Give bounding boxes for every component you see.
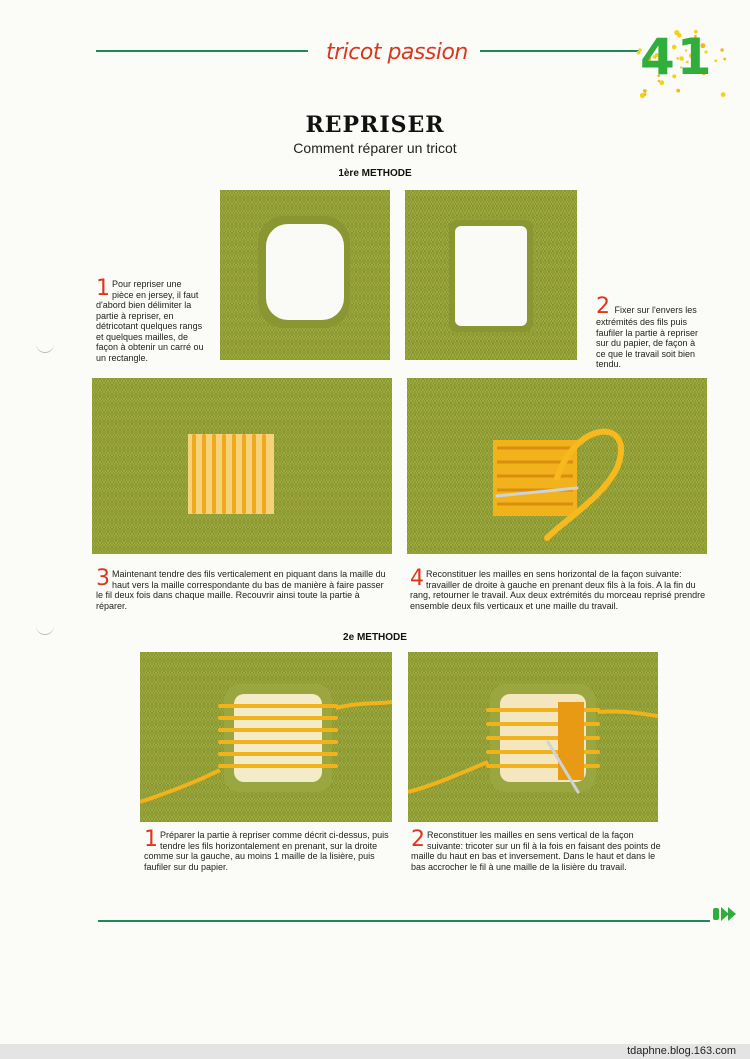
step-number: 4	[410, 566, 424, 591]
header-rule-left	[96, 50, 308, 52]
photo-horizontal-threads	[140, 652, 392, 822]
method-1-step-2	[596, 294, 706, 370]
photo-knit-hole-square	[405, 190, 577, 360]
confetti-dot	[723, 58, 726, 61]
method-2-step-2	[411, 827, 663, 872]
step-number: 2	[596, 294, 610, 319]
confetti-dot	[720, 48, 723, 51]
confetti-dot	[721, 92, 726, 97]
photo-vertical-knitting-needle	[408, 652, 658, 822]
step-text: Reconstituer les mailles en sens horizontal de la façon suivante: travailler de droite à gauche en prenant deux fils à la fois. A la fin du rang, retourner le travail. Aux deux extrémités du morceau reprisé prendre ensemble deux fils verticaux et une maille du travail.	[410, 569, 706, 611]
footer-rule	[98, 920, 710, 922]
step-text: Maintenant tendre des fils verticalement en piquant dans la maille du haut vers la maille correspondante du bas de manière à faire passer le fil deux fois dans chaque maille. Recouvrir ainsi toute la partie à réparer.	[96, 569, 386, 611]
method-1-step-3	[96, 566, 392, 611]
step-text: Pour repriser une pièce en jersey, il faut d'abord bien délimiter la partie à repriser, en détricotant quelques rangs et quelques mailles, de façon à obtenir un carré ou un rectangle.	[96, 279, 204, 363]
photo-vertical-threads	[92, 378, 392, 554]
watermark-bar	[0, 1044, 750, 1059]
confetti-dot	[676, 89, 680, 93]
watermark-text: tdaphne.blog.163.com	[627, 1045, 736, 1057]
next-page-arrow-icon[interactable]	[713, 905, 737, 923]
confetti-dot	[714, 59, 717, 62]
header-rule-right	[480, 50, 640, 52]
page-title: REPRISER	[305, 112, 445, 138]
method-2-heading: 2e METHODE	[343, 632, 407, 643]
page-number: 41	[640, 28, 714, 86]
photo-horizontal-weaving-needle	[407, 378, 707, 554]
step-text: Reconstituer les mailles en sens vertical de la façon suivante: tricoter sur un fil à la fois en faisant des points de maille du haut en bas et inversement. Dans le haut et dans le bas accrocher le fil à une maille de la lisière du travail.	[411, 830, 661, 872]
method-2-step-1	[144, 827, 394, 872]
method-1-step-4	[410, 566, 710, 611]
confetti-dot	[643, 89, 647, 93]
binder-hole-mark	[36, 340, 54, 353]
step-text: Préparer la partie à repriser comme décrit ci-dessus, puis tendre les fils horizontalement en prenant, sur la droite comme sur la gauche, au moins 1 maille de la lisière, puis faufiler sur du papier.	[144, 830, 389, 872]
photo-knit-hole-rounded	[220, 190, 390, 360]
page-subtitle: Comment réparer un tricot	[293, 140, 457, 156]
step-number: 3	[96, 566, 110, 591]
method-1-step-1	[96, 276, 204, 363]
step-number: 1	[144, 827, 158, 852]
step-number: 2	[411, 827, 425, 852]
confetti-dot	[644, 93, 647, 96]
method-1-heading: 1ère METHODE	[338, 168, 412, 179]
brand-title: tricot passion	[326, 40, 468, 65]
step-number: 1	[96, 276, 110, 301]
step-text: Fixer sur l'envers les extrémités des fils puis faufiler la partie à repriser sur du papier, de façon à ce que le travail soit bien tendu.	[596, 305, 699, 369]
